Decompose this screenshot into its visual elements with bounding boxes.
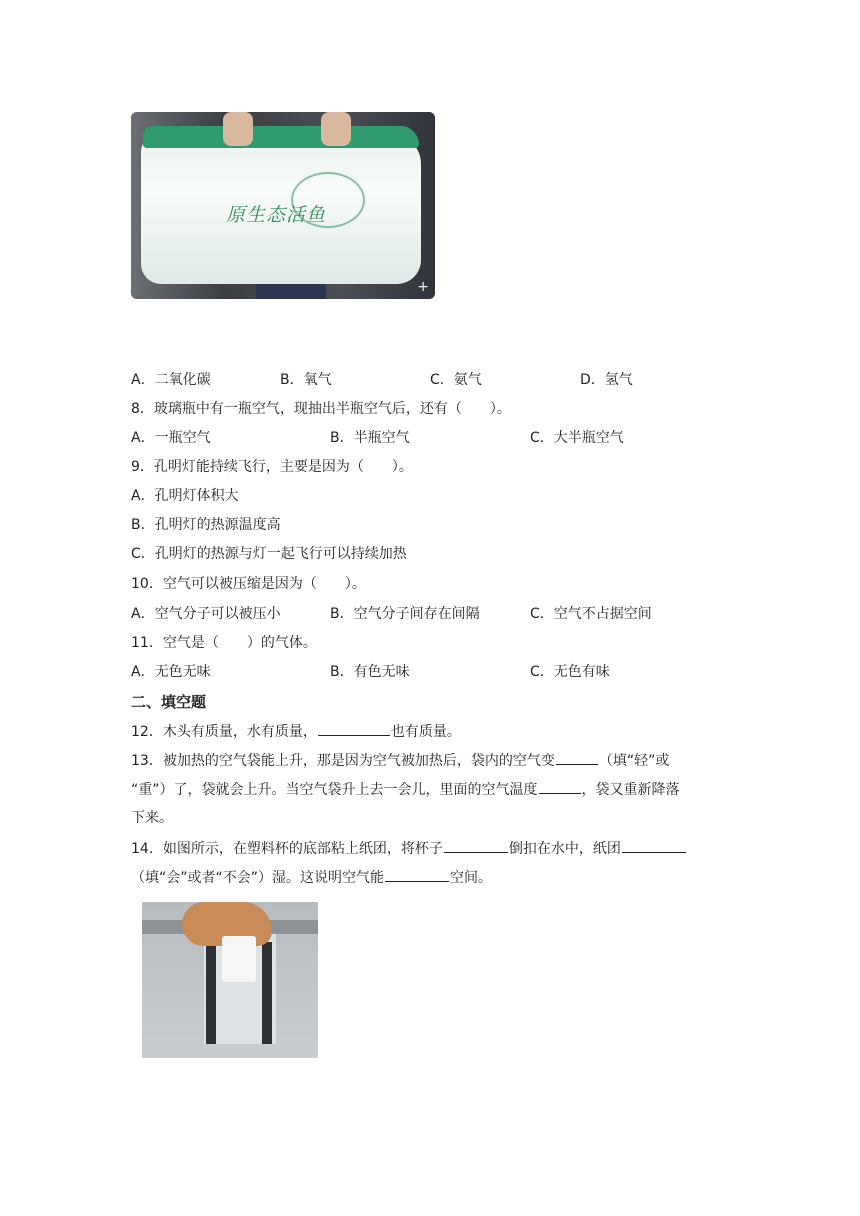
q7-option-b: B．氧气 (280, 372, 332, 388)
q10-option-a: A．空气分子可以被压小 (131, 606, 281, 622)
q10-option-c: C．空气不占据空间 (530, 606, 652, 622)
q13-line-1 (131, 750, 669, 771)
q14-line-1 (131, 838, 687, 859)
q10-option-b: B．空气分子间存在间隔 (330, 606, 480, 622)
section-2-title: 二、填空题 (131, 693, 207, 711)
q11-option-c: C．无色有味 (530, 664, 610, 680)
q14-text-d: 空间。 (450, 870, 493, 886)
tank-wall-left (206, 942, 216, 1044)
q13-line-2 (131, 779, 680, 800)
q14-text-a: 14．如图所示，在塑料杯的底部粘上纸团，将杯子 (131, 841, 443, 857)
q7-option-c: C．氨气 (430, 372, 482, 388)
q7-option-d: D．氢气 (580, 372, 633, 388)
q8-stem: 8．玻璃瓶中有一瓶空气，现抽出半瓶空气后，还有（ ）。 (131, 401, 511, 417)
q13-line-3: 下来。 (131, 810, 173, 826)
expand-icon: + (417, 279, 429, 295)
q12-text-a: 12．木头有质量，水有质量， (131, 724, 317, 740)
fish-bag-photo (131, 112, 435, 299)
left-hand (223, 112, 253, 146)
q9-option-c: C．孔明灯的热源与灯一起飞行可以持续加热 (131, 546, 407, 562)
right-hand (321, 112, 351, 146)
q9-stem: 9．孔明灯能持续飞行，主要是因为（ ）。 (131, 459, 413, 475)
q9-option-a: A．孔明灯体积大 (131, 488, 239, 504)
plastic-cup (222, 936, 256, 982)
q13-blank-1[interactable] (556, 750, 598, 765)
q12-text-b: 也有质量。 (390, 724, 461, 740)
q13-text-b: （填“轻”或 (598, 753, 670, 769)
tank-wall-right (262, 942, 272, 1044)
q7-option-a: A．二氧化碳 (131, 372, 211, 388)
q11-option-a: A．无色无味 (131, 664, 211, 680)
q14-text-c: （填“会”或者“不会”）湿。这说明空气能 (131, 870, 385, 886)
q8-option-a: A．一瓶空气 (131, 430, 211, 446)
q14-blank-2[interactable] (622, 838, 686, 853)
q9-option-b: B．孔明灯的热源温度高 (131, 517, 281, 533)
q13-text-d: ，袋又重新降落 (581, 782, 680, 798)
q14-text-b: 倒扣在水中，纸团 (508, 841, 621, 857)
bag-logo-text: 原生态活鱼 (226, 204, 327, 226)
q8-option-c: C．大半瓶空气 (530, 430, 624, 446)
q13-text-c: “重”）了，袋就会上升。当空气袋升上去一会儿，里面的空气温度 (131, 782, 538, 798)
q11-stem: 11．空气是（ ）的气体。 (131, 635, 317, 651)
q12-blank[interactable] (318, 721, 390, 736)
q14-blank-3[interactable] (385, 867, 449, 882)
cup-in-water-photo (142, 902, 318, 1058)
q13-blank-2[interactable] (539, 779, 581, 794)
q12 (131, 721, 461, 742)
q14-line-2 (131, 867, 492, 888)
q8-option-b: B．半瓶空气 (330, 430, 410, 446)
bag-green-band (143, 126, 419, 148)
q11-option-b: B．有色无味 (330, 664, 410, 680)
q13-text-a: 13．被加热的空气袋能上升，那是因为空气被加热后，袋内的空气变 (131, 753, 555, 769)
q10-stem: 10．空气可以被压缩是因为（ ）。 (131, 576, 366, 592)
q14-blank-1[interactable] (444, 838, 508, 853)
